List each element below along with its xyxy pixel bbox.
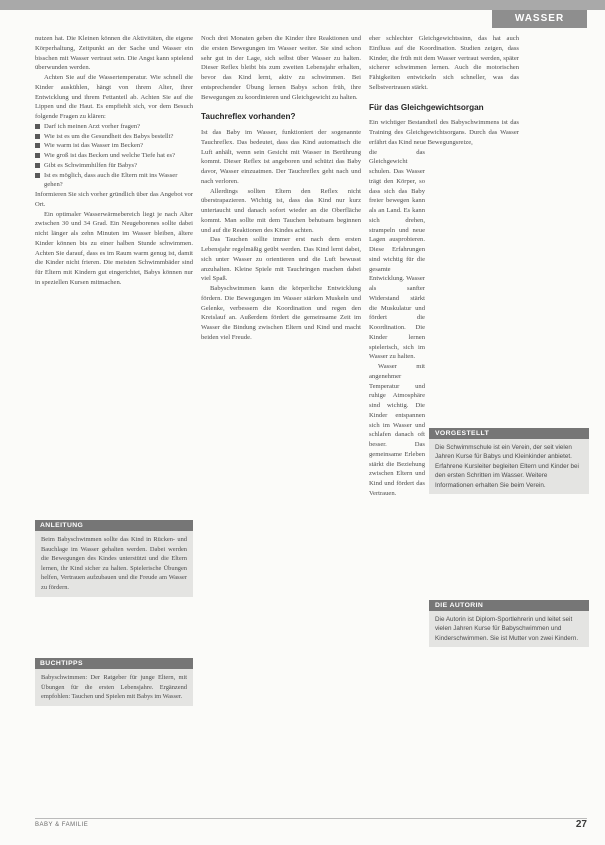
autorin-body bbox=[429, 611, 589, 647]
list-item: Wie warm ist das Wasser im Becken? bbox=[35, 141, 193, 151]
subheading: Tauchreflex vorhanden? bbox=[201, 112, 296, 122]
anleitung-title: ANLEITUNG bbox=[35, 520, 193, 531]
vorgestellt-box bbox=[429, 428, 589, 494]
paragraph: die das Gleichgewicht schulen. Das Wasser trägt den Körper, so dass sich das Baby freier bewegen kann als an Land. Es kann sich drehen, strampeln und neue Lagen ausprobieren. Diese Erfahrungen sind wichtig für die gesamte Entwicklung. Wasser als sanfter Widerstand stärkt die Muskulatur und fördert die Koordination. Die Kinder lernen spielerisch, sich im Wasser zu halten. bbox=[369, 148, 425, 361]
autorin-text: Die Autorin ist Diplom-Sportlehrerin und leitet seit vielen Jahren Kurse für Babyschwimmen und Kinderschwimmen. Sie ist Mutter von zwei Kindern. bbox=[435, 616, 579, 642]
column-2 bbox=[201, 34, 361, 343]
list-item: Ist es möglich, dass auch die Eltern mit ins Wasser gehen? bbox=[35, 171, 193, 191]
list-item: Wie groß ist das Becken und welche Tiefe hat es? bbox=[35, 151, 193, 161]
paragraph: Ein wichtiger Bestandteil des Babyschwimmens ist das Training des Gleichgewichtsorgans. Durch das Wasser erfährt das Kind neue Bewegungsreize, bbox=[369, 119, 519, 146]
anleitung-box bbox=[35, 520, 193, 597]
autorin-title: DIE AUTORIN bbox=[429, 600, 589, 611]
paragraph: eher schlechter Gleichgewichtssinn, das hat auch Einfluss auf die Koordination. Studien zeigen, dass Kinder, die früh mit dem Wasser vertraut werden, später sicherer schwimmen lernen. Auch die motorischen Fähigkeiten entwickeln sich schneller, was das Selbstvertrauen stärkt. bbox=[369, 35, 519, 91]
paragraph: Ein optimaler Wasserwärmebereich liegt je nach Alter zwischen 30 und 34 Grad. Ein Neugeborenes sollte dabei nicht länger als zehn Minuten im Wasser bleiben, ältere Kinder können bis zu einer halben Stunde schwimmen. Achten Sie darauf, dass es im Raum warm genug ist, damit die Kinder nicht frieren. Die meisten Schwimmbäder sind für Eltern mit Kindern gut eingerichtet, Babys können nur in speziellen Kursen mitmachen. bbox=[35, 210, 193, 286]
paragraph: Informieren Sie sich vorher gründlich über das Angebot vor Ort. bbox=[35, 191, 193, 208]
buchtipps-body bbox=[35, 669, 193, 706]
buchtipps-text: Babyschwimmen: Der Ratgeber für junge Eltern, mit Übungen für die ersten Lebensjahre. Ergänzend empfohlen: Tauchen und Spielen mit Babys im Wasser. bbox=[41, 674, 187, 701]
paragraph: Das Tauchen sollte immer erst nach dem ersten Lebensjahr regelmäßig geübt werden. Das Kind lernt dabei, sich unter Wasser zu orientieren und die Luft bewusst anzuhalten. Kleine Spiele mit Tauchringen machen dabei viel Spaß. bbox=[201, 236, 361, 283]
paragraph: Wasser mit angenehmer Temperatur und ruhige Atmosphäre sind wichtig. Die Kinder entspannen sich im Wasser und schlafen danach oft besser. Das gemeinsame Erleben stärkt die Beziehung zwischen Eltern und Kind und fördert das Vertrauen. bbox=[369, 363, 425, 497]
vorgestellt-body bbox=[429, 439, 589, 494]
paragraph: nutzen hat. Die Kleinen können die Aktivitäten, die eigene Körperhaltung, Zeitpunkt an der Sache und Wasser ein bisschen mit Wasser vertraut sein. Die Angst kann spielend überwunden werden. bbox=[35, 35, 193, 72]
anleitung-body bbox=[35, 531, 193, 597]
page-footer bbox=[35, 818, 587, 831]
autorin-box bbox=[429, 600, 589, 647]
paragraph: Noch drei Monaten geben die Kinder ihre Reaktionen und die ersten Bewegungen im Wasser weiter. Sie sind schon sehr gut in der Lage, sich selbst über Wasser zu halten. Dieser Reflex bleibt bis zum zweiten Lebensjahr erhalten, bevor das Kind lernt, aktiv zu schwimmen. Bei entsprechender Übung lernen Babys schon früh, ihre Bewegungen zu koordinieren und Gleichgewicht zu halten. bbox=[201, 35, 361, 101]
paragraph: Allerdings sollten Eltern den Reflex nicht überstrapazieren. Wichtig ist, dass das Kind nur kurz untertaucht und danach sofort wieder an die Oberfläche kommt. Man sollte mit dem Tauchen behutsam beginnen und auf die Reaktionen des Kindes achten. bbox=[201, 187, 361, 234]
question-list bbox=[35, 122, 193, 190]
paragraph: Babyschwimmen kann die körperliche Entwicklung fördern. Die Bewegungen im Wasser stärken Muskeln und Gelenke, verbessern die Koordination und regen den Kreislauf an. Außerdem fördert die gemeinsame Zeit im Wasser die Bindung zwischen Eltern und Kind und macht beiden viel Freude. bbox=[201, 285, 361, 341]
subheading: Für das Gleichgewichtsorgan bbox=[369, 102, 484, 112]
vorgestellt-text: Die Schwimmschule ist ein Verein, der seit vielen Jahren Kurse für Babys und Kleinkinder anbietet. Erfahrene Kursleiter begleiten Eltern und Kinder bei den ersten Schritten im Wasser. Weitere Informationen erhalten Sie beim Verein. bbox=[435, 444, 579, 489]
list-item: Gibt es Schwimmhilfen für Babys? bbox=[35, 161, 193, 171]
page-number: 27 bbox=[575, 819, 587, 830]
column-1 bbox=[35, 34, 193, 701]
header-band bbox=[0, 0, 605, 10]
vorgestellt-title: VORGESTELLT bbox=[429, 428, 589, 439]
buchtipps-title: BUCHTIPPS bbox=[35, 658, 193, 669]
buchtipps-box bbox=[35, 658, 193, 706]
list-item: Wie ist es um die Gesundheit des Babys bestellt? bbox=[35, 132, 193, 142]
section-tab: WASSER bbox=[492, 10, 587, 28]
paragraph: Ist das Baby im Wasser, funktioniert der sogenannte Tauchreflex. Das bedeutet, dass das Kind automatisch die Luft anhält, wenn sein Gesicht mit Wasser in Berührung kommt. Dieser Reflex ist angeboren und schützt das Baby davor, Wasser einzuatmen. Der Tauchreflex geht nach und nach verloren. bbox=[201, 129, 361, 185]
list-item: Darf ich meinen Arzt vorher fragen? bbox=[35, 122, 193, 132]
footer-publication: BABY & FAMILIE bbox=[35, 822, 89, 828]
paragraph: Achten Sie auf die Wassertemperatur. Wie schnell die Kinder auskühlen, hängt von ihrem Alter, ihrer Entwicklung und ihrem Fettanteil ab. Achten Sie auf die Lippen und die Haut. Es empfiehlt sich, vor dem Besuch folgende Fragen zu klären: bbox=[35, 74, 193, 120]
anleitung-text: Beim Babyschwimmen sollte das Kind in Rücken- und Bauchlage im Wasser gehalten werden. Dabei werden die Bewegungen des Kindes unterstützt und die Eltern lernen, ihr Kind sicher zu halten. Spielerische Übungen helfen, Vertrauen aufzubauen und die Freude am Wasser zu fördern. bbox=[41, 536, 187, 591]
